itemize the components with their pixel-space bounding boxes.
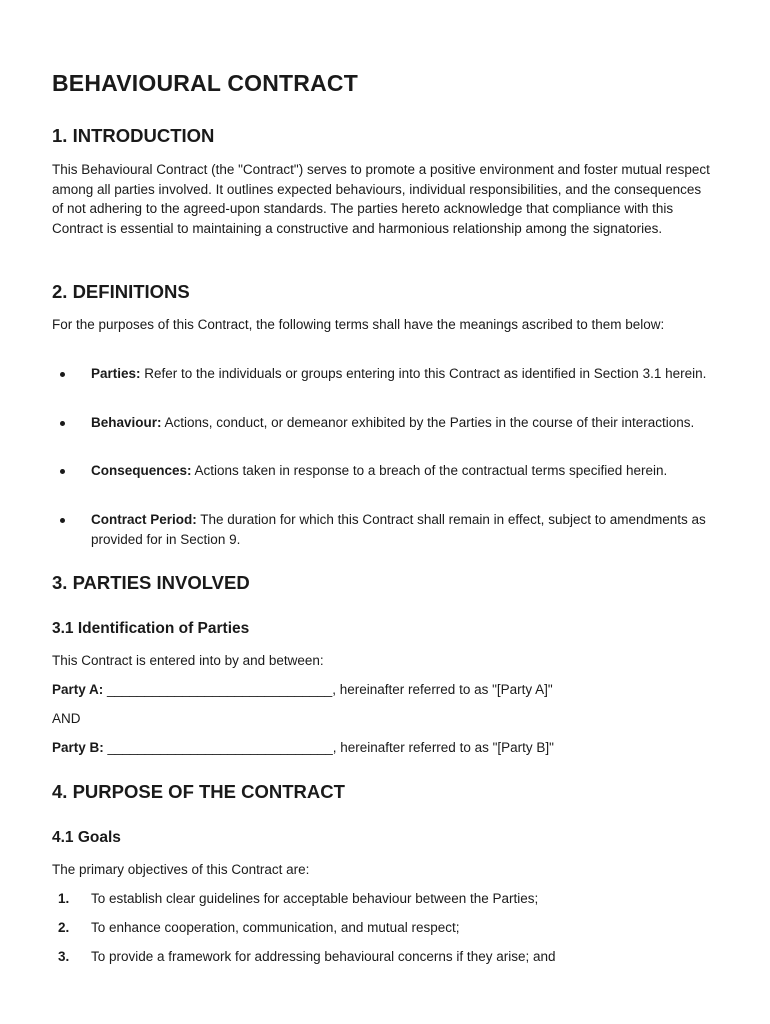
definition-text: Actions taken in response to a breach of the contractual terms specified herein. [191, 463, 668, 478]
definition-text: Actions, conduct, or demeanor exhibited by the Parties in the course of their interactions. [161, 415, 695, 430]
definition-term: Behaviour: [91, 415, 162, 430]
and-separator: AND [52, 711, 81, 726]
goal-number: 1. [58, 891, 70, 906]
party-b-label: Party B: [52, 740, 104, 755]
goal-number: 3. [58, 949, 70, 964]
goal-text: To provide a framework for addressing behavioural concerns if they arise; and [91, 949, 556, 964]
section-2-heading: 2. DEFINITIONS [52, 281, 190, 302]
definition-text: Refer to the individuals or groups entering into this Contract as identified in Section 3.1 herein. [140, 366, 707, 381]
definition-term: Parties: [91, 366, 141, 381]
definitions-intro: For the purposes of this Contract, the following terms shall have the meanings ascribed to them below: [52, 317, 665, 332]
party-a-line [52, 680, 712, 700]
party-b-line [52, 738, 712, 758]
bullet-icon [60, 421, 65, 426]
section-1-heading: 1. INTRODUCTION [52, 125, 215, 146]
subsection-4-1-heading: 4.1 Goals [52, 829, 121, 846]
introduction-paragraph: This Behavioural Contract (the "Contract") serves to promote a positive environment and foster mutual respect among all parties involved. It outlines expected behaviours, individual responsibilities, and the consequences of not adhering to the agreed-upon standards. The parties hereto acknowledge that compliance with this Contract is essential to maintaining a constructive and harmonious relationship among the signatories. [52, 162, 710, 236]
bullet-icon [60, 518, 65, 523]
goal-number: 2. [58, 920, 70, 935]
definition-term: Contract Period: [91, 512, 197, 527]
parties-intro: This Contract is entered into by and between: [52, 653, 324, 668]
document-title: BEHAVIOURAL CONTRACT [52, 70, 358, 96]
section-4-heading: 4. PURPOSE OF THE CONTRACT [52, 781, 345, 802]
party-b-text: ______________________________, hereinafter referred to as "[Party B]" [103, 740, 554, 755]
definition-term: Consequences: [91, 463, 192, 478]
party-a-text: ______________________________, hereinafter referred to as "[Party A]" [103, 682, 553, 697]
bullet-icon [60, 469, 65, 474]
bullet-icon [60, 372, 65, 377]
goal-text: To establish clear guidelines for acceptable behaviour between the Parties; [91, 891, 539, 906]
definition-text: The duration for which this Contract shall remain in effect, subject to amendments as provided for in Section 9. [91, 512, 706, 547]
section-3-heading: 3. PARTIES INVOLVED [52, 572, 250, 593]
subsection-3-1-heading: 3.1 Identification of Parties [52, 620, 250, 637]
party-a-label: Party A: [52, 682, 104, 697]
goals-intro: The primary objectives of this Contract are: [52, 862, 310, 877]
goal-text: To enhance cooperation, communication, and mutual respect; [91, 920, 460, 935]
